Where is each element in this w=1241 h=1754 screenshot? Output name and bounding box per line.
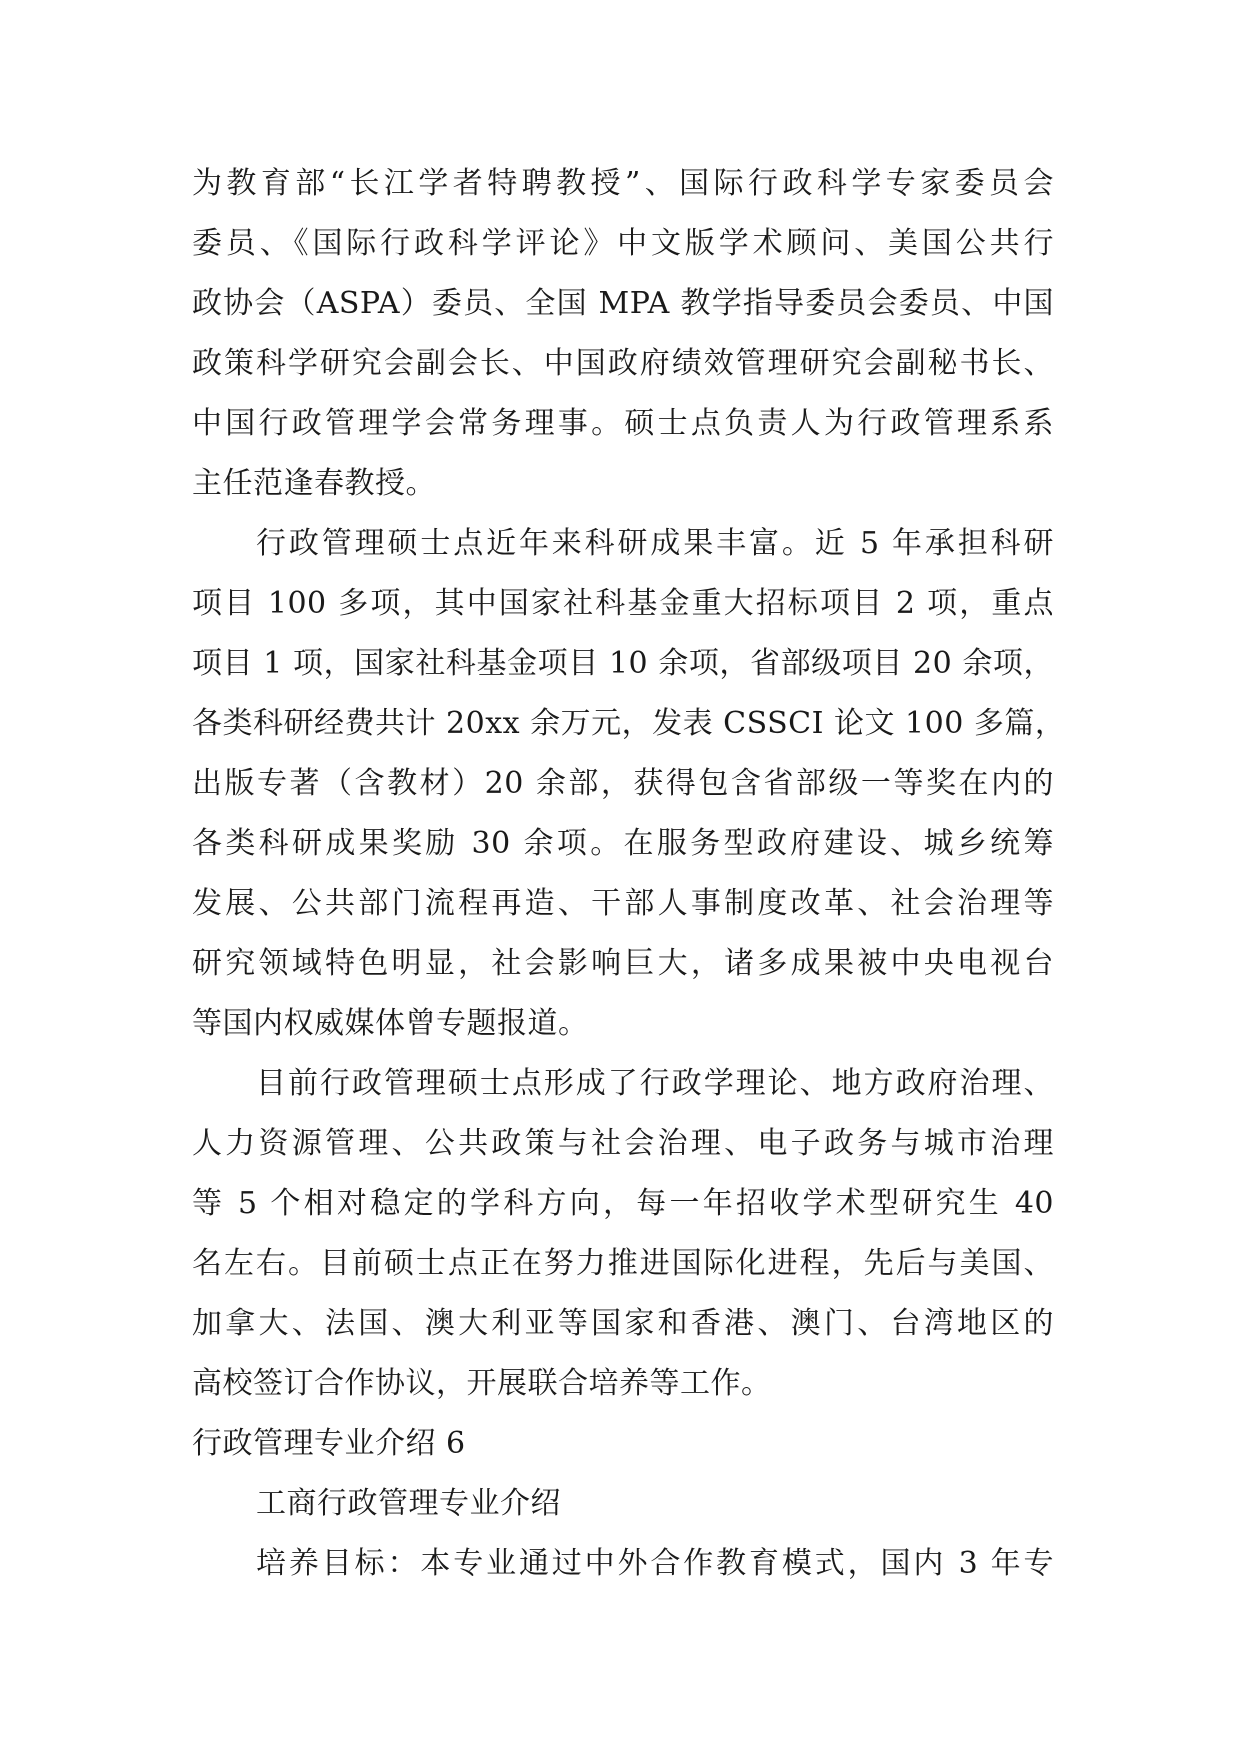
text-line: 等 5 个相对稳定的学科方向，每一年招收学术型研究生 40 (192, 1186, 1054, 1221)
subheading: 工商行政管理专业介绍 (256, 1486, 561, 1521)
paragraph-3 (192, 1054, 1054, 1414)
text-line: 委员、《国际行政科学评论》中文版学术顾问、美国公共行 (192, 226, 1054, 261)
text-line: 行政管理硕士点近年来科研成果丰富。近 5 年承担科研 (256, 526, 1054, 561)
text-line: 等国内权威媒体曾专题报道。 (192, 1006, 589, 1041)
text-line: 目前行政管理硕士点形成了行政学理论、地方政府治理、 (256, 1066, 1054, 1101)
text-line: 出版专著（含教材）20 余部，获得包含省部级一等奖在内的 (192, 766, 1054, 801)
text-line: 高校签订合作协议，开展联合培养等工作。 (192, 1366, 772, 1401)
text-line: 政协会（ASPA）委员、全国 MPA 教学指导委员会委员、中国 (192, 286, 1054, 321)
text-line: 名左右。目前硕士点正在努力推进国际化进程，先后与美国、 (192, 1246, 1054, 1281)
section-heading: 行政管理专业介绍 6 (192, 1426, 466, 1461)
text-line: 各类科研经费共计 20xx 余万元，发表 CSSCI 论文 100 多篇， (192, 706, 1066, 741)
text-line: 中国行政管理学会常务理事。硕士点负责人为行政管理系系 (192, 406, 1054, 441)
text-line: 项目 100 多项，其中国家社科基金重大招标项目 2 项，重点 (192, 586, 1054, 621)
text-line: 主任范逢春教授。 (192, 466, 436, 501)
text-line: 各类科研成果奖励 30 余项。在服务型政府建设、城乡统筹 (192, 826, 1054, 861)
text-line: 培养目标：本专业通过中外合作教育模式，国内 3 年专 (256, 1546, 1054, 1581)
text-line: 发展、公共部门流程再造、干部人事制度改革、社会治理等 (192, 886, 1054, 921)
paragraph-2 (192, 514, 1066, 1054)
text-line: 人力资源管理、公共政策与社会治理、电子政务与城市治理 (192, 1126, 1054, 1161)
text-line: 为教育部“长江学者特聘教授”、国际行政科学专家委员会 (192, 166, 1054, 201)
text-line: 项目 1 项，国家社科基金项目 10 余项，省部级项目 20 余项， (192, 646, 1054, 681)
text-line: 政策科学研究会副会长、中国政府绩效管理研究会副秘书长、 (192, 346, 1054, 381)
text-line: 研究领域特色明显，社会影响巨大，诸多成果被中央电视台 (192, 946, 1054, 981)
text-line: 加拿大、法国、澳大利亚等国家和香港、澳门、台湾地区的 (192, 1306, 1054, 1341)
document-page (192, 154, 1066, 1594)
paragraph-1 (192, 154, 1054, 514)
